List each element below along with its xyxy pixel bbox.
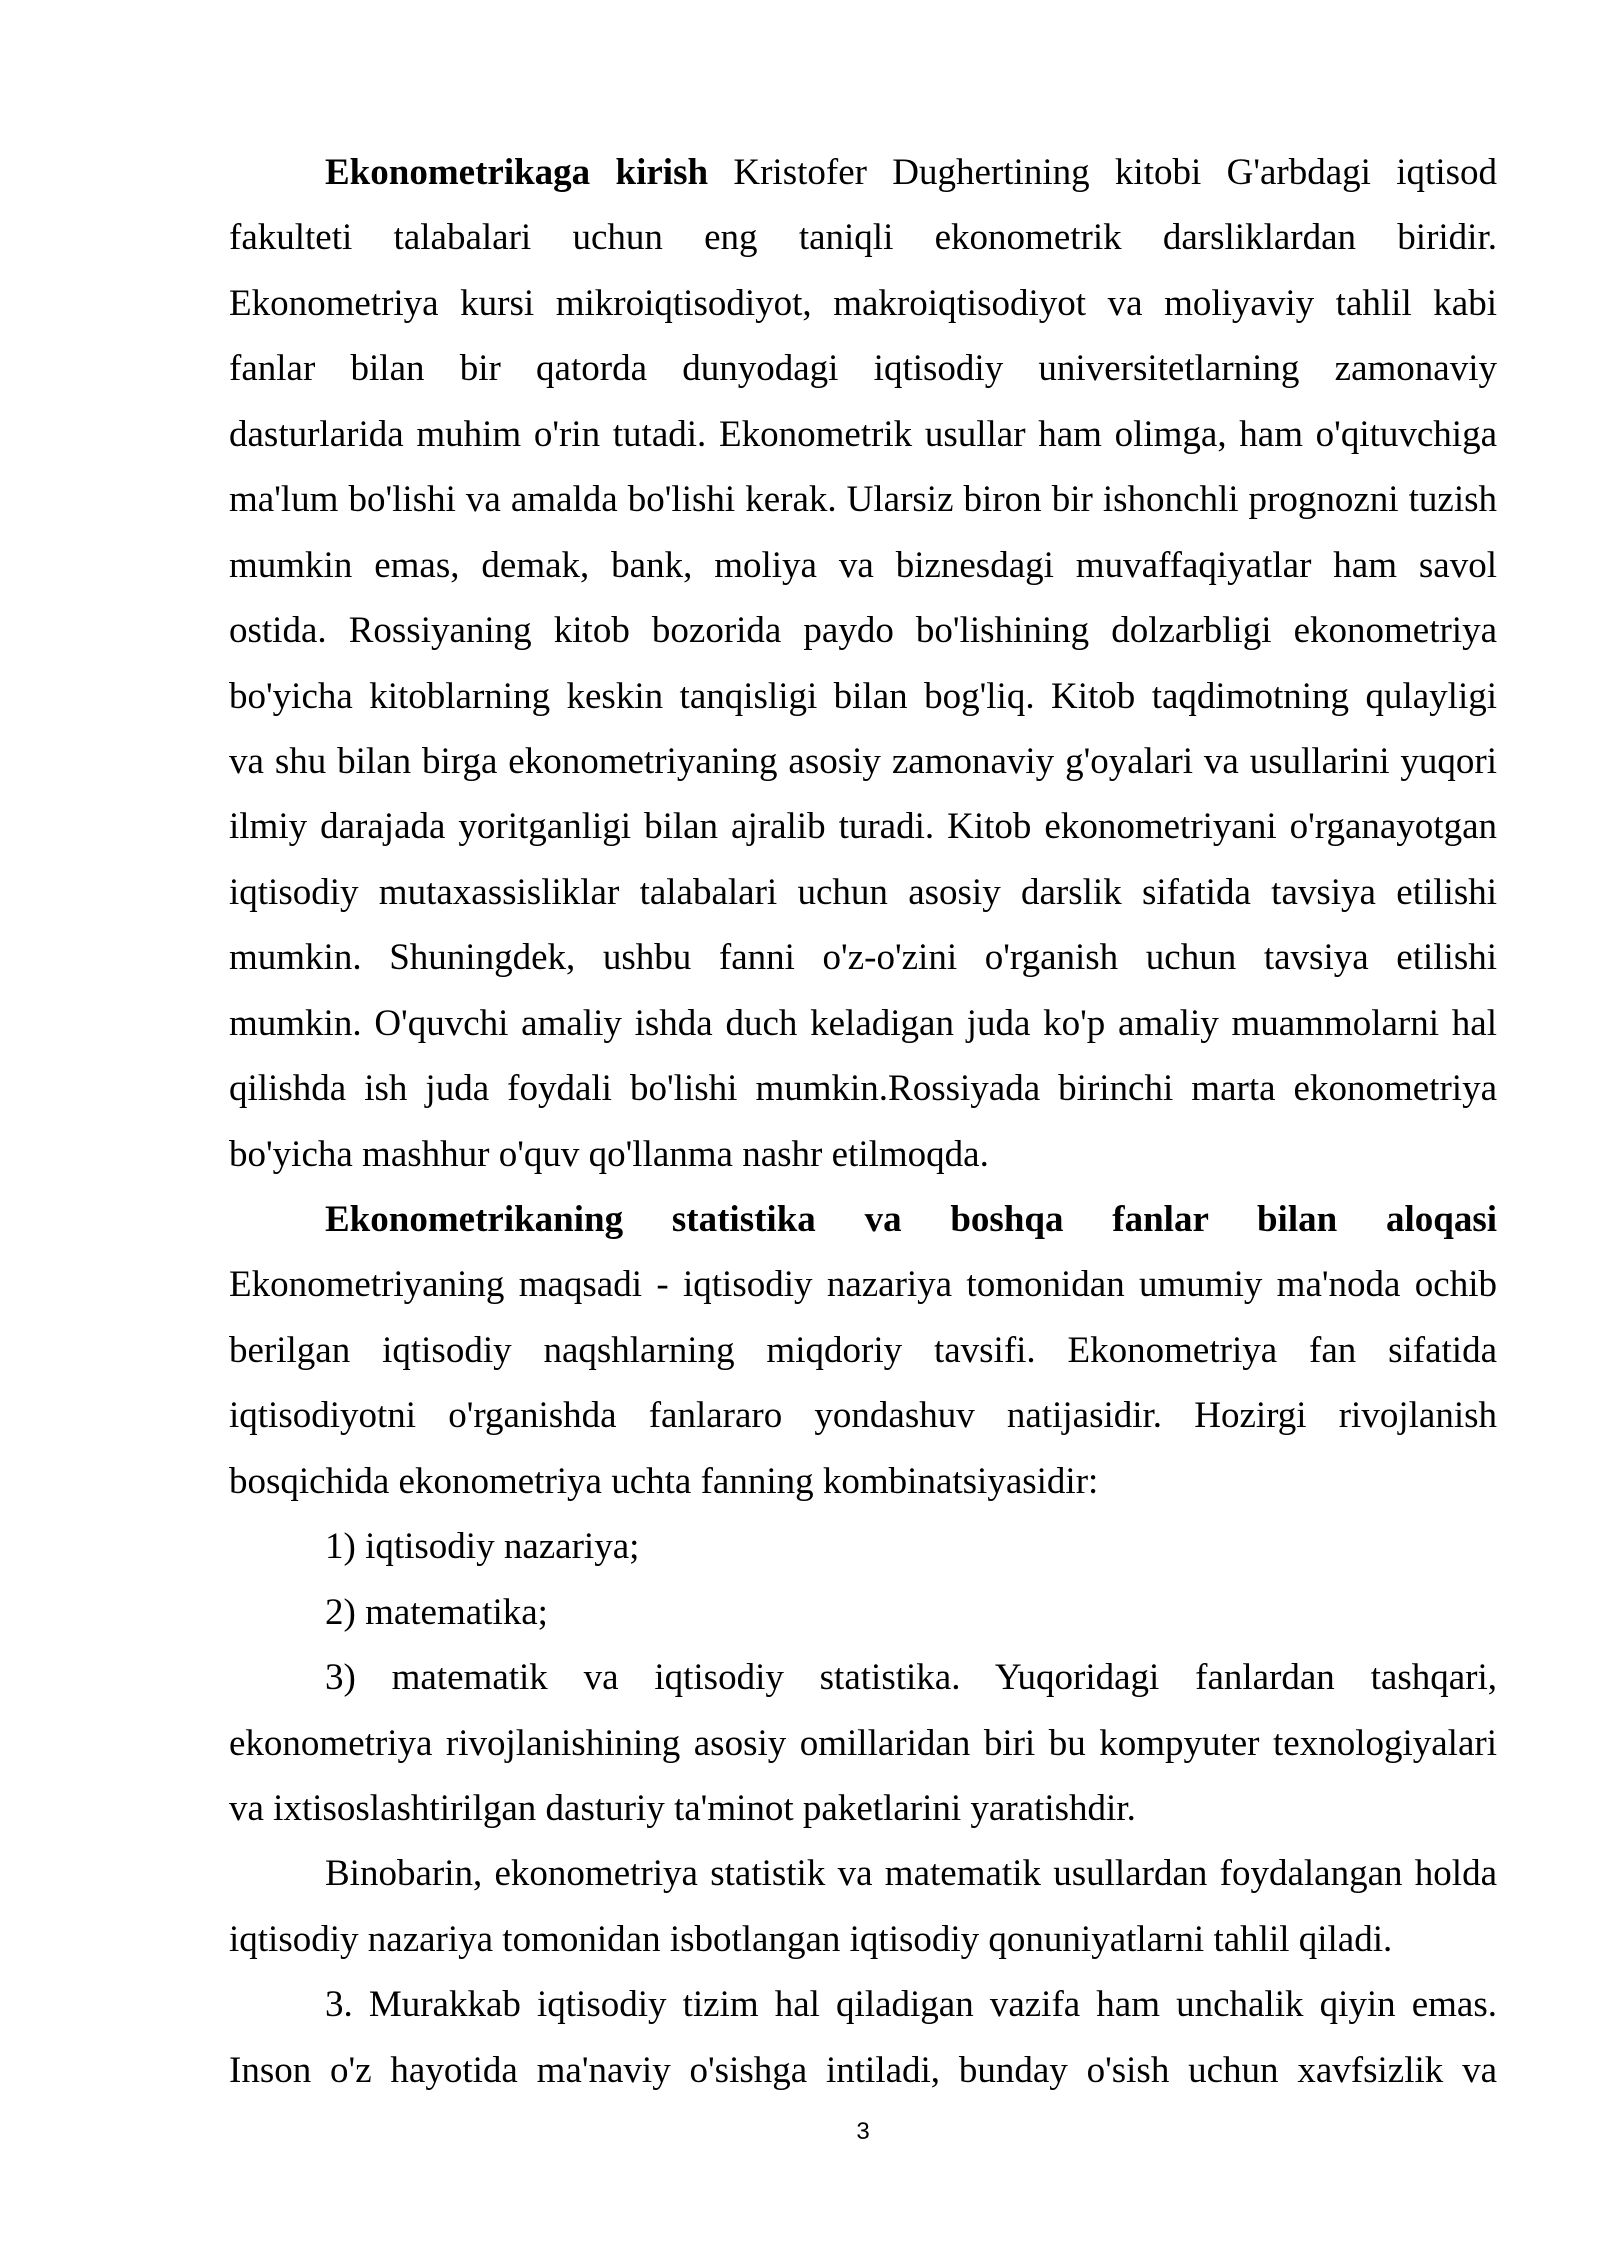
- list-item: [229, 1580, 1497, 1645]
- text-line: fakulteti talabalari uchun eng taniqli ekonometrik darsliklardan biridir.: [229, 217, 1497, 259]
- text-line: 3) matematik va iqtisodiy statistika. Yuqoridagi fanlardan tashqari,: [325, 1657, 1497, 1699]
- document-body: [229, 140, 1497, 2103]
- list-item: [229, 1645, 1497, 1841]
- text-line: bo'yicha mashhur o'quv qo'llanma nashr etilmoqda.: [229, 1133, 989, 1175]
- text-line: [229, 140, 1497, 205]
- text-line: ekonometriya rivojlanishining asosiy omillaridan biri bu kompyuter texnologiyalari: [229, 1722, 1497, 1764]
- text-line: mumkin. Shuningdek, ushbu fanni o'z-o'zini o'rganish uchun tavsiya etilishi: [229, 937, 1497, 979]
- list-item: [229, 1514, 1497, 1579]
- text-run: Kristofer Dughertining kitobi G'arbdagi iqtisod: [708, 152, 1498, 193]
- text-line: Inson o'z hayotida ma'naviy o'sishga intiladi, bunday o'sish uchun xavfsizlik va: [229, 2049, 1497, 2091]
- page-number: 3: [856, 2118, 870, 2145]
- text-line: 2) matematika;: [325, 1591, 548, 1633]
- text-line: Ekonometriya kursi mikroiqtisodiyot, makroiqtisodiyot va moliyaviy tahlil kabi: [229, 282, 1497, 324]
- paragraph: [229, 140, 1497, 1187]
- text-line: mumkin emas, demak, bank, moliya va biznesdagi muvaffaqiyatlar ham savol: [229, 544, 1497, 586]
- text-line: ma'lum bo'lishi va amalda bo'lishi kerak. Ularsiz biron bir ishonchli prognozni tuzish: [229, 479, 1497, 521]
- text-line: berilgan iqtisodiy naqshlarning miqdoriy tavsifi. Ekonometriya fan sifatida: [229, 1329, 1497, 1371]
- text-line: iqtisodiyotni o'rganishda fanlararo yondashuv natijasidir. Hozirgi rivojlanish: [229, 1395, 1497, 1437]
- text-line: va shu bilan birga ekonometriyaning asosiy zamonaviy g'oyalari va usullarini yuqori: [229, 740, 1497, 782]
- paragraph: [229, 1972, 1497, 2103]
- text-line: fanlar bilan bir qatorda dunyodagi iqtisodiy universitetlarning zamonaviy: [229, 348, 1497, 390]
- text-line: mumkin. O'quvchi amaliy ishda duch keladigan juda ko'p amaliy muammolarni hal: [229, 1002, 1497, 1044]
- text-line: 3. Murakkab iqtisodiy tizim hal qiladigan vazifa ham unchalik qiyin emas.: [325, 1984, 1497, 2026]
- text-line: bo'yicha kitoblarning keskin tanqisligi bilan bog'liq. Kitob taqdimotning qulayligi: [229, 675, 1497, 717]
- text-line: qilishda ish juda foydali bo'lishi mumkin.Rossiyada birinchi marta ekonometriya: [229, 1068, 1497, 1110]
- text-line: bosqichida ekonometriya uchta fanning kombinatsiyasidir:: [229, 1460, 1099, 1502]
- text-line: iqtisodiy mutaxassisliklar talabalari uchun asosiy darslik sifatida tavsiya etilishi: [229, 871, 1497, 913]
- section-heading: Ekonometrikaning statistika va boshqa fanlar bilan aloqasi: [325, 1199, 1497, 1240]
- section-heading: Ekonometrikaga kirish: [325, 152, 709, 193]
- paragraph: [229, 1187, 1497, 1514]
- text-line: [229, 1187, 1497, 1252]
- text-line: va ixtisoslashtirilgan dasturiy ta'minot paketlarini yaratishdir.: [229, 1787, 1136, 1829]
- text-line: ilmiy darajada yoritganligi bilan ajralib turadi. Kitob ekonometriyani o'rganayotgan: [229, 806, 1497, 848]
- text-line: ostida. Rossiyaning kitob bozorida paydo bo'lishining dolzarbligi ekonometriya: [229, 610, 1497, 652]
- text-line: 1) iqtisodiy nazariya;: [325, 1526, 640, 1568]
- text-line: Binobarin, ekonometriya statistik va matematik usullardan foydalangan holda: [325, 1853, 1497, 1895]
- paragraph: [229, 1841, 1497, 1972]
- text-line: Ekonometriyaning maqsadi - iqtisodiy nazariya tomonidan umumiy ma'noda ochib: [229, 1264, 1497, 1306]
- text-line: iqtisodiy nazariya tomonidan isbotlangan iqtisodiy qonuniyatlarni tahlil qiladi.: [229, 1918, 1393, 1960]
- text-line: dasturlarida muhim o'rin tutadi. Ekonometrik usullar ham olimga, ham o'qituvchiga: [229, 413, 1497, 455]
